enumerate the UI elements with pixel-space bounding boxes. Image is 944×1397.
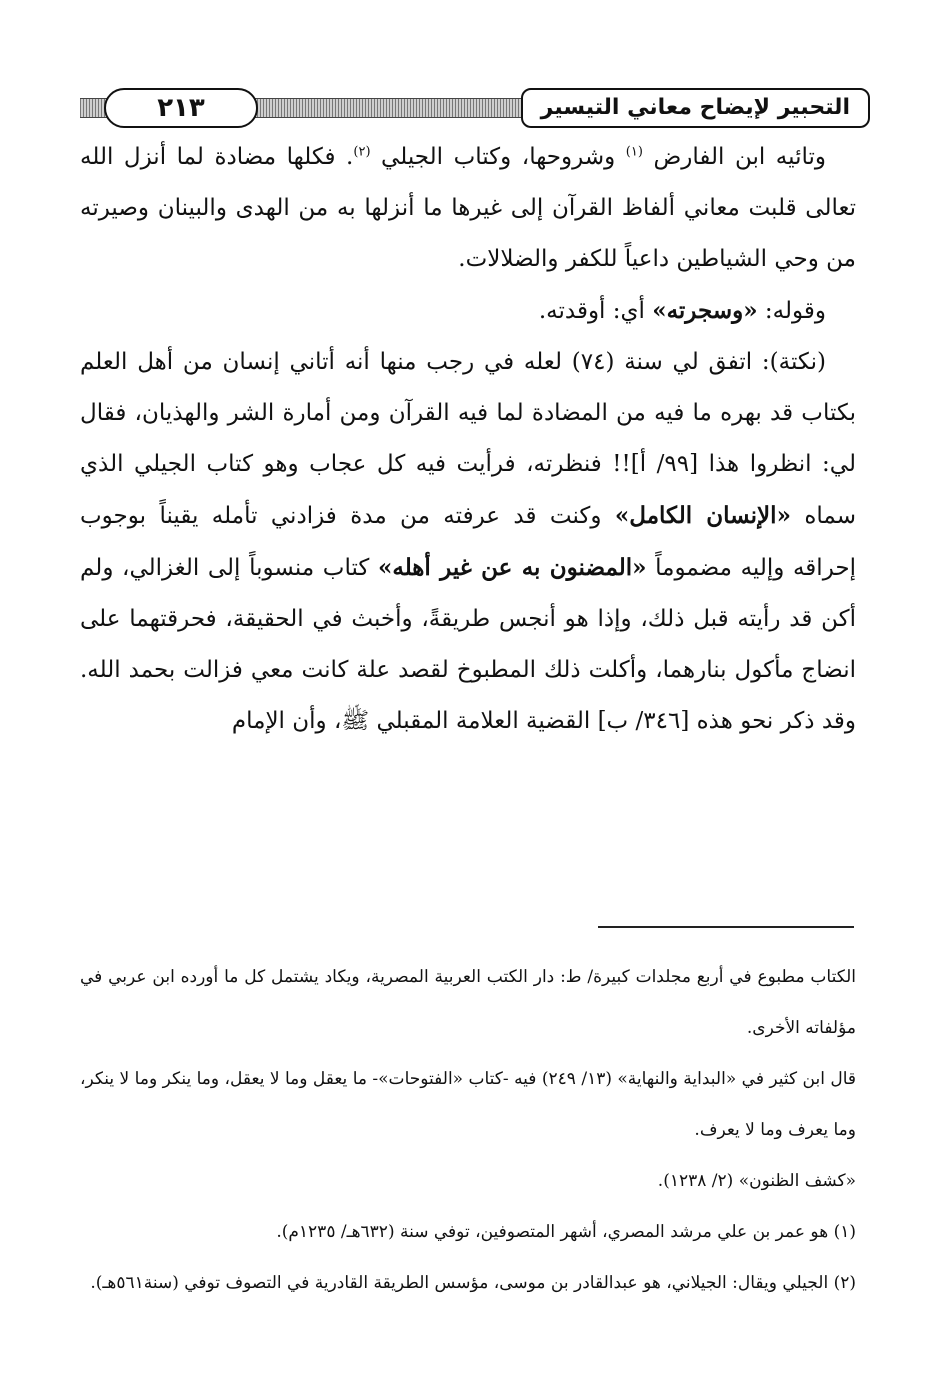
footnote: الكتاب مطبوع في أربع مجلدات كبيرة/ ط: دار الكتب العربية المصرية، ويكاد يشتمل كل ما أورده ابن عربي في مؤلفاته الأخرى. (80, 967, 856, 1038)
footnote: قال ابن كثير في «البداية والنهاية» (١٣/ ٢٤٩) فيه -كتاب «الفتوحات»- ما يعقل وما لا يعقل، وما ينكر وما لا ينكر، وما يعرف وما لا يعرف. (80, 1069, 856, 1140)
footnote: «كشف الظنون» (٢/ ١٢٣٨). (657, 1171, 856, 1191)
footnotes (80, 952, 856, 1309)
running-header (80, 86, 870, 130)
paragraph-1 (80, 132, 856, 285)
text-run: . فكلها مضادة لما أنزل الله تعالى قلبت معاني ألفاظ القرآن إلى غيرها ما أنزلها به من الهدى والبينان وصيرته من وحي الشياطين داعياً للكفر والضلالات. (80, 144, 856, 272)
paragraph-2 (80, 285, 856, 337)
bold-book-title: «الإنسان الكامل» (614, 502, 791, 529)
footnote-1: (١) هو عمر بن علي مرشد المصري، أشهر المتصوفين، توفي سنة (٦٣٢هـ/ ١٢٣٥م). (276, 1222, 856, 1242)
book-title: التحبير لإيضاح معاني التيسير (521, 88, 870, 128)
text-run: وقوله: (757, 298, 826, 324)
paragraph-3 (80, 337, 856, 747)
footnote-separator (598, 926, 854, 928)
bold-term: «وسجرته» (652, 297, 758, 324)
text-run: وشروحها، وكتاب الجيلي (370, 144, 626, 170)
footnote-ref-2: (٢) (353, 144, 371, 160)
main-text (80, 132, 856, 747)
text-run: أي: أوقدته. (538, 298, 653, 324)
text-run: وكنت قد عرفته من مدة فزادني تأمله يقيناً بوجوب إحراقه وإليه مضموماً (80, 503, 856, 581)
text-run: كتاب منسوباً إلى الغزالي، ولم أكن قد رأيته قبل ذلك، وإذا هو أنجس طريقةً، وأخبث في الحقيقة، فحرقتهما على انضاج مأكول بنارهما، وأكلت ذلك المطبوخ لقصد علة كانت معي فزالت بحمد الله. وقد ذكر نحو هذه [٣٤٦/ ب] القضية العلامة المقبلي ﷺ، وأن الإمام (80, 555, 856, 734)
footnote-2: (٢) الجيلي ويقال: الجيلاني، هو عبدالقادر بن موسى، مؤسس الطريقة القادرية في التصوف توفي (سنة٥٦١هـ). (90, 1273, 856, 1293)
page-number: ٢١٣ (104, 88, 258, 128)
bold-book-title: «المضنون به عن غير أهله» (377, 554, 647, 581)
text-run: وتائيه ابن الفارض (642, 144, 826, 170)
text-run: (نكتة): اتفق لي سنة (٧٤) لعله في رجب منها أنه أتاني إنسان من أهل العلم بكتاب قد بهره ما فيه من المضادة لما فيه القرآن ومن أمارة الشر والهذيان، فقال لي: انظروا هذا [٩٩/ أ]!! فنظرته، فرأيت فيه كل عجاب وهو كتاب الجيلي الذي سماه (80, 349, 856, 529)
footnote-ref-1: (١) (625, 144, 643, 160)
